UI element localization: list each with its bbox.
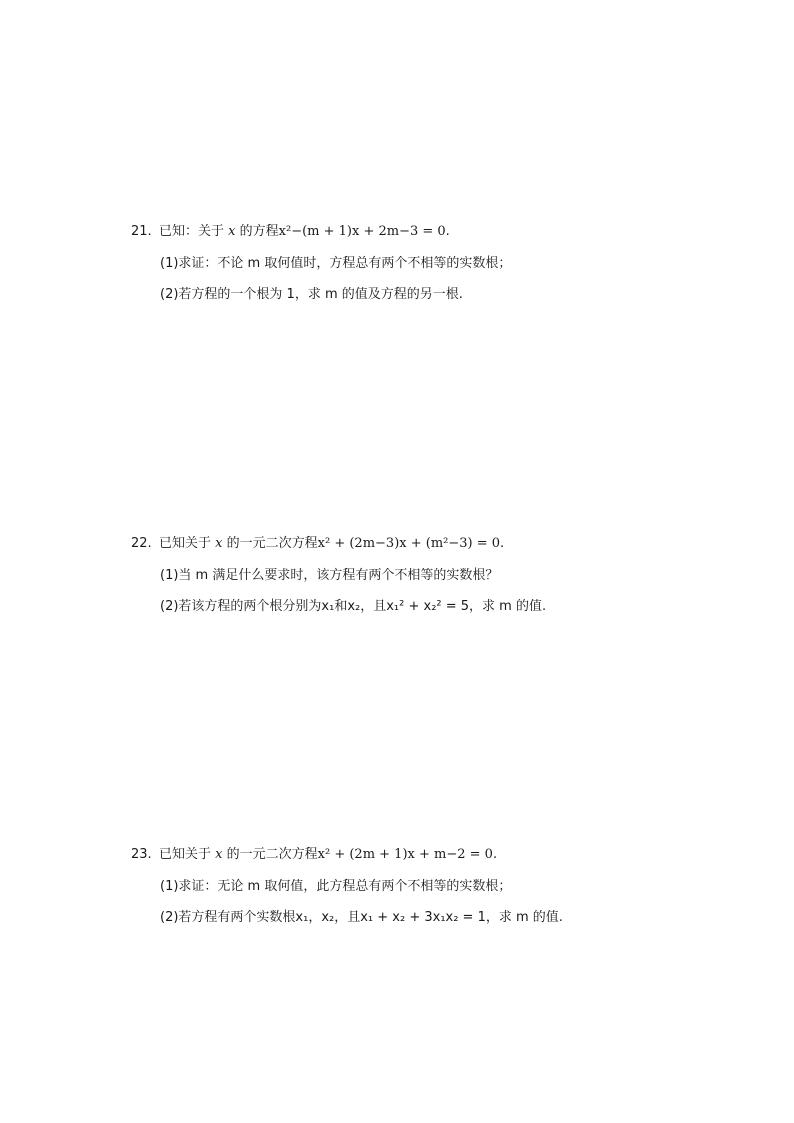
problem-number: 23. <box>131 847 152 862</box>
stem-mid: 的一元二次方程 <box>226 847 318 862</box>
problem-number: 22. <box>131 536 152 551</box>
problem-part-2: (2)若方程有两个实数根x₁，x₂，且x₁ + x₂ + 3x₁x₂ = 1，求 m 的值. <box>160 910 563 925</box>
stem-prefix: 已知关于 <box>159 847 212 862</box>
problem-part-2: (2)若方程的一个根为 1，求 m 的值及方程的另一根. <box>160 287 463 302</box>
stem-equation: x²−(m + 1)x + 2m−3 = 0 <box>278 224 446 239</box>
stem-equation: x² + (2m + 1)x + m−2 = 0 <box>317 847 493 862</box>
problem-stem <box>131 535 504 553</box>
stem-variable: x <box>215 536 223 551</box>
problem-part-1: (1)求证：不论 m 取何值时，方程总有两个不相等的实数根； <box>160 256 512 271</box>
problem-stem <box>131 223 450 241</box>
stem-prefix: 已知关于 <box>159 536 212 551</box>
problem-part-1: (1)当 m 满足什么要求时，该方程有两个不相等的实数根？ <box>160 568 499 583</box>
stem-end: . <box>492 847 498 862</box>
stem-variable: x <box>215 847 223 862</box>
stem-variable: x <box>228 224 236 239</box>
problem-number: 21. <box>131 224 152 239</box>
stem-mid: 的方程 <box>239 224 279 239</box>
stem-prefix: 已知：关于 <box>159 224 225 239</box>
stem-end: . <box>500 536 505 551</box>
stem-mid: 的一元二次方程 <box>226 536 318 551</box>
problem-stem <box>131 846 497 864</box>
problem-part-1: (1)求证：无论 m 取何值，此方程总有两个不相等的实数根； <box>160 879 512 894</box>
problem-part-2: (2)若该方程的两个根分别为x₁和x₂，且x₁² + x₂² = 5，求 m 的值. <box>160 599 547 614</box>
stem-equation: x² + (2m−3)x + (m²−3) = 0 <box>317 536 501 551</box>
stem-end: . <box>445 224 450 239</box>
